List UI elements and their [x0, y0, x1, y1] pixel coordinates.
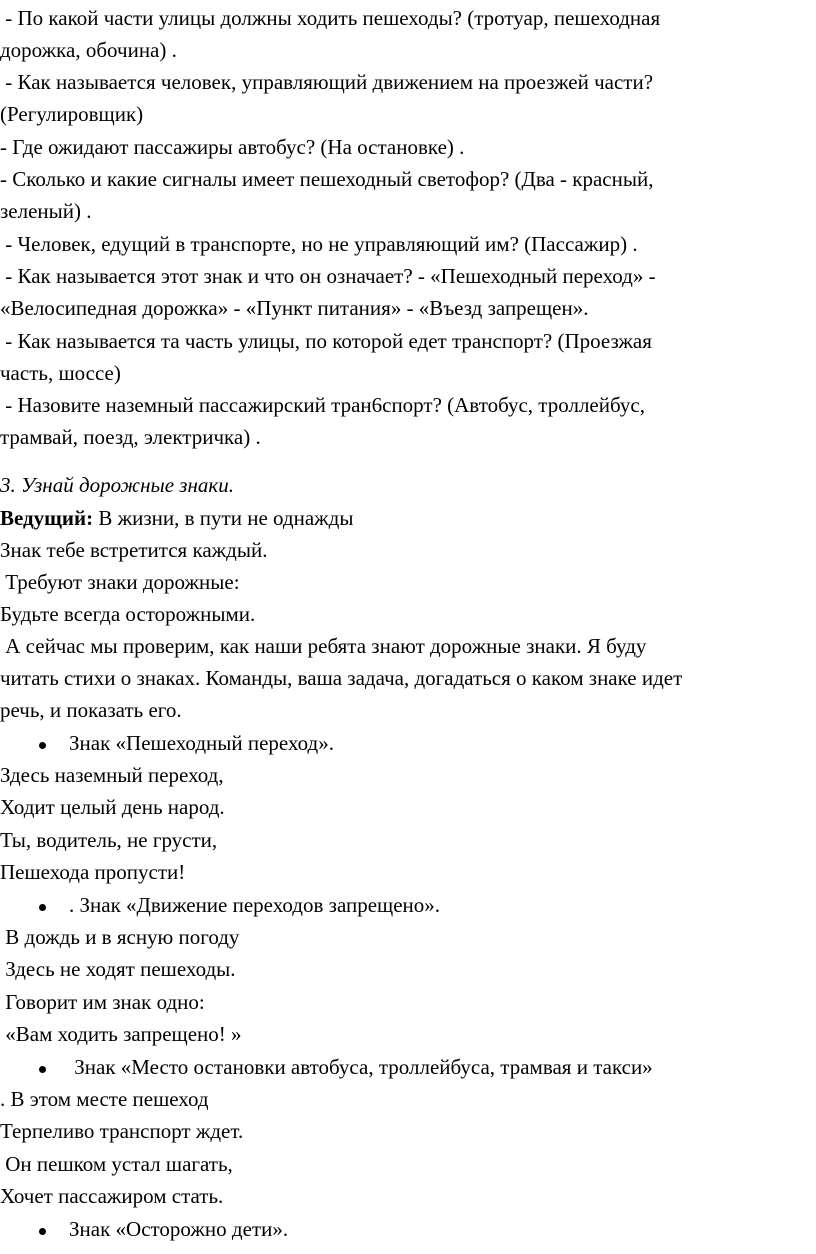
host-line: А сейчас мы проверим, как наши ребята знают дорожные знаки. Я буду — [0, 634, 647, 658]
question-line: - Как называется та часть улицы, по которой едет транспорт? (Проезжая — [0, 329, 652, 353]
host-line: Требуют знаки дорожные: — [0, 570, 240, 594]
poem-line: . В этом месте пешеход — [0, 1087, 209, 1111]
bullet-icon — [39, 1228, 46, 1235]
question-line: - Как называется этот знак и что он означает? - «Пешеходный переход» - — [0, 264, 656, 288]
question-line: - Как называется человек, управляющий движением на проезжей части? — [0, 70, 654, 94]
question-line: - Сколько и какие сигналы имеет пешеходный светофор? (Два - красный, — [0, 167, 654, 191]
poem-line: Пешехода пропусти! — [0, 860, 186, 884]
question-line: зеленый) . — [0, 199, 92, 223]
question-line: (Регулировщик) — [0, 102, 144, 126]
host-line: Знак тебе встретится каждый. — [0, 538, 268, 562]
bullet-icon — [39, 1066, 46, 1073]
poem-line: Ходит целый день народ. — [0, 795, 225, 819]
poem-line: Он пешком устал шагать, — [0, 1152, 233, 1176]
host-line: Будьте всегда осторожными. — [0, 602, 256, 626]
question-line: часть, шоссе) — [0, 361, 121, 385]
poem-line: Ты, водитель, не грусти, — [0, 828, 218, 852]
poem-line: В дождь и в ясную погоду — [0, 925, 240, 949]
question-line: дорожка, обочина) . — [0, 38, 177, 62]
host-first-line — [0, 502, 353, 534]
host-line: читать стихи о знаках. Команды, ваша задача, догадаться о каком знаке идет — [0, 666, 683, 690]
host-first-line-text: В жизни, в пути не однажды — [93, 506, 354, 530]
question-line: - По какой части улицы должны ходить пешеходы? (тротуар, пешеходная — [0, 6, 661, 30]
poem-line: Здесь не ходят пешеходы. — [0, 957, 236, 981]
host-line: речь, и показать его. — [0, 698, 182, 722]
bullet-icon — [39, 904, 46, 911]
host-label: Ведущий: — [0, 506, 94, 530]
sign-title: Знак «Место остановки автобуса, троллейбуса, трамвая и такси» — [69, 1055, 653, 1079]
question-line: трамвай, поезд, электричка) . — [0, 425, 261, 449]
poem-line: Здесь наземный переход, — [0, 763, 224, 787]
section-title: 3. Узнай дорожные знаки. — [0, 473, 234, 497]
sign-title: . Знак «Движение переходов запрещено». — [69, 893, 441, 917]
poem-line: Терпеливо транспорт ждет. — [0, 1119, 244, 1143]
question-line: - Человек, едущий в транспорте, но не управляющий им? (Пассажир) . — [0, 232, 638, 256]
sign-title: Знак «Осторожно дети». — [69, 1217, 289, 1241]
bullet-icon — [39, 742, 46, 749]
poem-line: Хочет пассажиром стать. — [0, 1184, 224, 1208]
poem-line: Говорит им знак одно: — [0, 990, 205, 1014]
poem-line: «Вам ходить запрещено! » — [0, 1022, 242, 1046]
question-line: «Велосипедная дорожка» - «Пункт питания» - «Въезд запрещен». — [0, 296, 589, 320]
question-line: - Назовите наземный пассажирский тран6спорт? (Автобус, троллейбус, — [0, 393, 645, 417]
sign-title: Знак «Пешеходный переход». — [69, 731, 334, 755]
question-line: - Где ожидают пассажиры автобус? (На остановке) . — [0, 135, 465, 159]
